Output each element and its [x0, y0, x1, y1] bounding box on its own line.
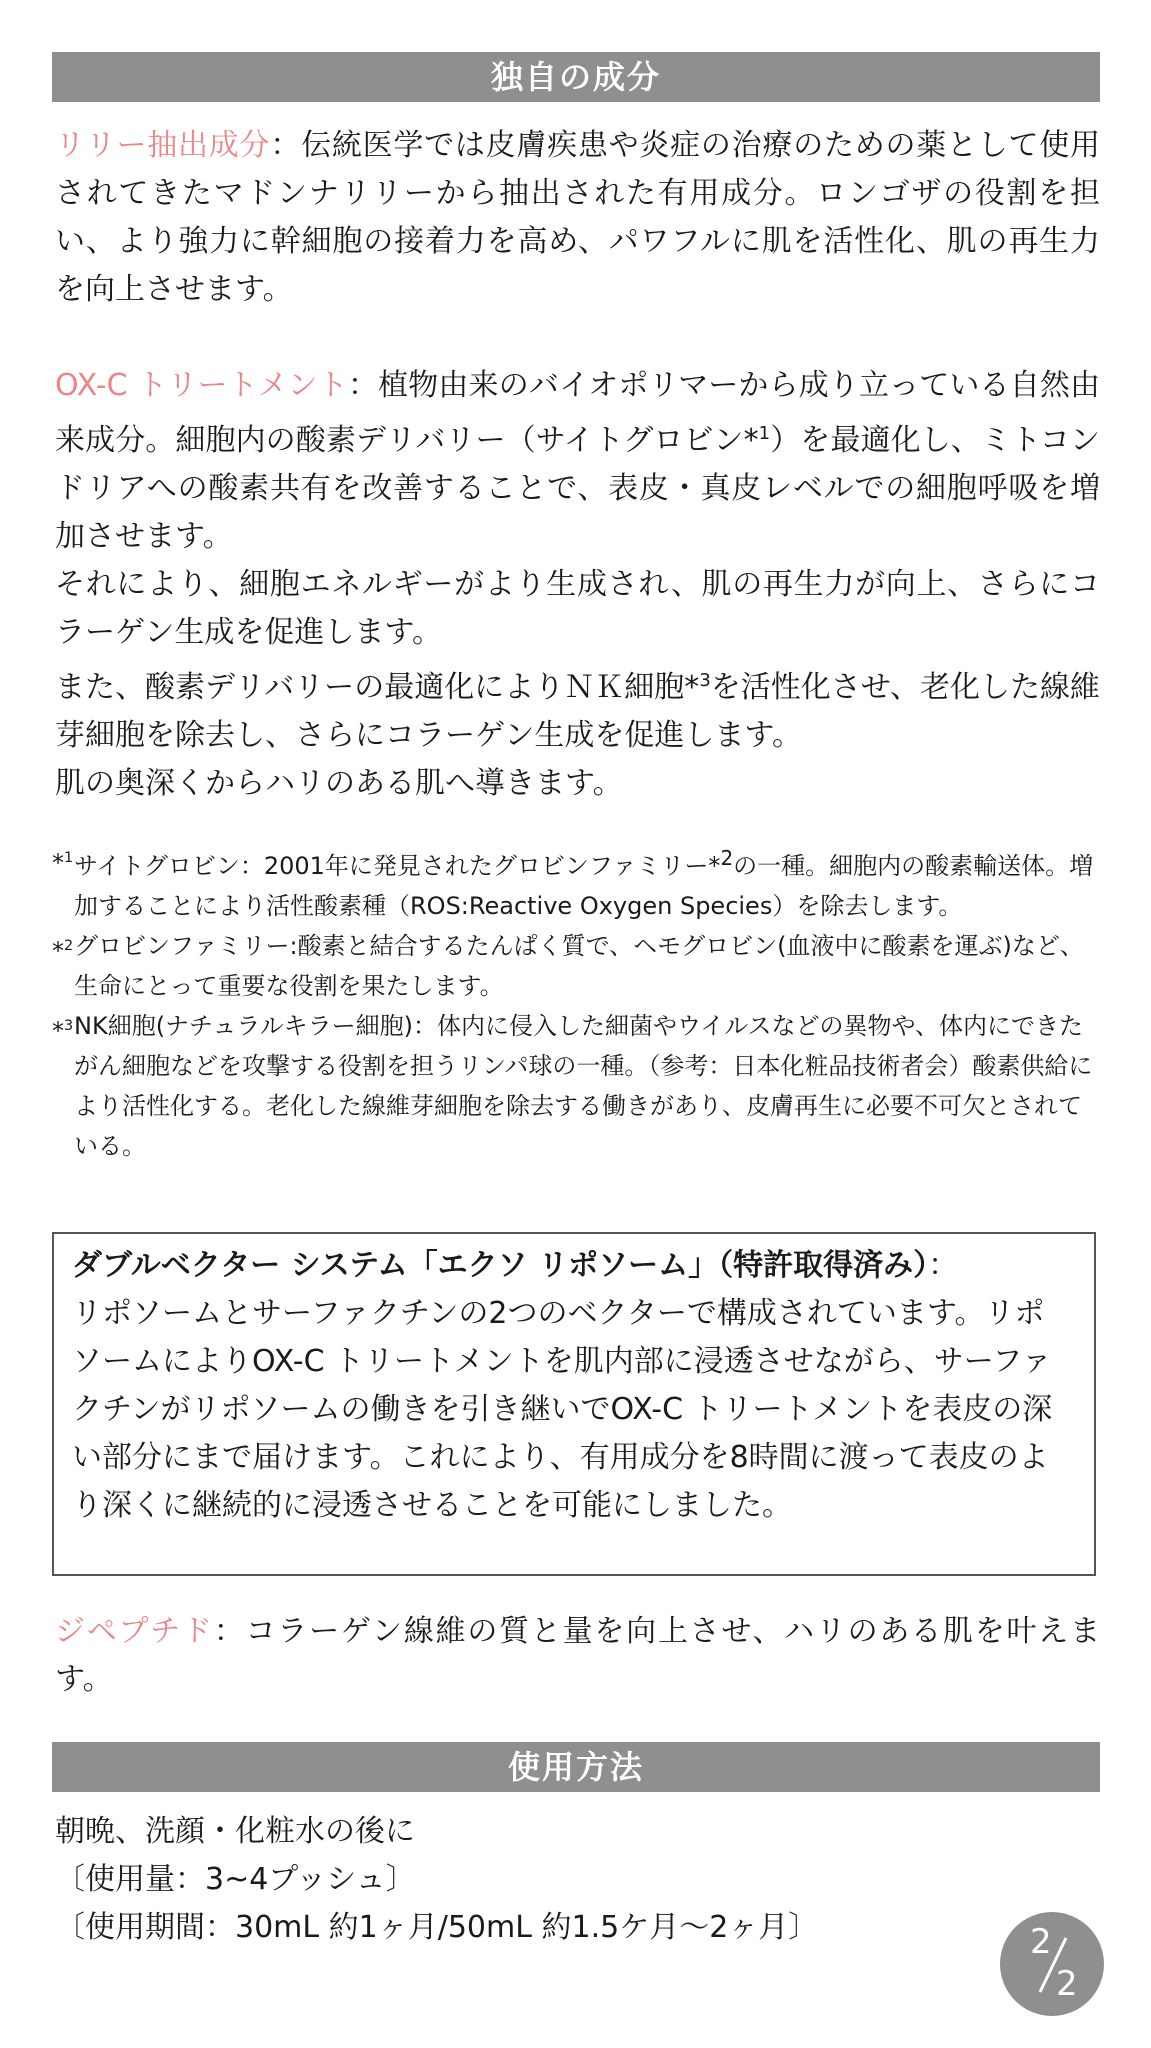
- usage-instructions: [55, 1808, 1035, 1952]
- usage-section-title: 使用方法: [52, 1742, 1100, 1792]
- exo-liposome-box: [52, 1232, 1096, 1576]
- page-indicator: [1000, 1912, 1104, 2016]
- page-slash-icon: [1000, 1912, 1104, 2016]
- oxc-treatment-name: OX-C トリートメント: [55, 368, 348, 403]
- ingredients-section-title: 独自の成分: [52, 52, 1100, 102]
- dipeptide-name: ジペプチド: [55, 1614, 214, 1649]
- dipeptide-paragraph: [55, 1608, 1100, 1704]
- footnote-ref-3: 3: [699, 670, 711, 691]
- footnotes: [52, 838, 1100, 1166]
- exo-liposome-colon: ：: [928, 1248, 959, 1283]
- usage-period: 〔使用期間：30mL 約1ヶ月/50mL 約1.5ケ月～2ヶ月〕: [55, 1910, 819, 1945]
- footnote-3-mark: *$^3$: [52, 1017, 74, 1045]
- exo-liposome-text: リポソームとサーファクチンの2つのベクターで構成されています。リポソームによりOX-C トリートメントを肌内部に浸透させながら、サーファクチンがリポソームの働きを引き継いでOX-C トリートメントを表皮の深い部分にまで届けます。これにより、有用成分を8時間に渡って表皮のより深くに継続的に浸透させることを可能にしました。: [72, 1296, 1053, 1523]
- oxc-text-2: それにより、細胞エネルギーがより生成され、肌の再生力が向上、さらにコラーゲン生成を促進します。: [55, 567, 1100, 650]
- usage-amount: 〔使用量：3~4プッシュ〕: [55, 1862, 416, 1897]
- usage-timing: 朝晩、洗顔・化粧水の後に: [55, 1814, 415, 1849]
- footnote-2-text: グロビンファミリー:酸素と結合するたんぱく質で、ヘモグロビン(血液中に酸素を運ぶ)など、生命にとって重要な役割を果たします。: [74, 932, 1084, 1000]
- oxc-text-3b: を活性化させ、老化した線維芽細胞を除去し、さらにコラーゲン生成を促進します。: [55, 670, 1100, 753]
- oxc-text-1a: ：植物由来のバイオポリマーから成り立っている自然由来成分。細胞内の酸素デリバリー（サイトグロビン*: [55, 368, 1101, 458]
- lily-extract-name: リリー抽出成分: [55, 128, 271, 163]
- page-current: 2: [1030, 1922, 1052, 1962]
- dipeptide-text: ：コラーゲン線維の質と量を向上させ、ハリのある肌を叶えます。: [55, 1614, 1100, 1697]
- footnote-3: [52, 1006, 1100, 1166]
- oxc-text-4: 肌の奥深くからハリのある肌へ導きます。: [55, 766, 623, 801]
- oxc-text-1b: ）を最適化し、ミトコンドリアへの酸素共有を改善することで、表皮・真皮レベルでの細胞呼吸を増加させます。: [55, 423, 1100, 554]
- footnote-1-mark: *$^1$: [52, 849, 74, 877]
- footnote-2: [52, 926, 1100, 1006]
- footnote-1: [52, 838, 1100, 926]
- oxc-text-3a: また、酸素デリバリーの最適化によりＮＫ細胞*: [55, 670, 700, 705]
- page-total: 2: [1056, 1964, 1078, 2004]
- footnote-1-text: サイトグロビン：2001年に発見されたグロビンファミリー*$^2$の一種。細胞内の酸素輸送体。増加することにより活性酸素種（ROS:Reactive Oxygen Species）を除去します。: [74, 846, 1094, 920]
- exo-liposome-title: ダブルベクター システム「エクソ リポソーム」（特許取得済み）: [72, 1248, 929, 1283]
- oxc-treatment-paragraph: [55, 362, 1100, 808]
- footnote-3-text: NK細胞(ナチュラルキラー細胞)：体内に侵入した細菌やウイルスなどの異物や、体内にできたがん細胞などを攻撃する役割を担うリンパ球の一種。（参考：日本化粧品技術者会）酸素供給により活性化する。老化した線維芽細胞を除去する働きがあり、皮膚再生に必要不可欠とされている。: [74, 1012, 1093, 1160]
- footnote-2-mark: *$^2$: [52, 937, 74, 965]
- lily-extract-text: ：伝統医学では皮膚疾患や炎症の治療のための薬として使用されてきたマドンナリリーから抽出された有用成分。ロンゴザの役割を担い、より強力に幹細胞の接着力を高め、パワフルに肌を活性化、肌の再生力を向上させます。: [55, 128, 1101, 307]
- lily-extract-paragraph: [55, 122, 1100, 314]
- footnote-ref-1: 1: [758, 423, 771, 444]
